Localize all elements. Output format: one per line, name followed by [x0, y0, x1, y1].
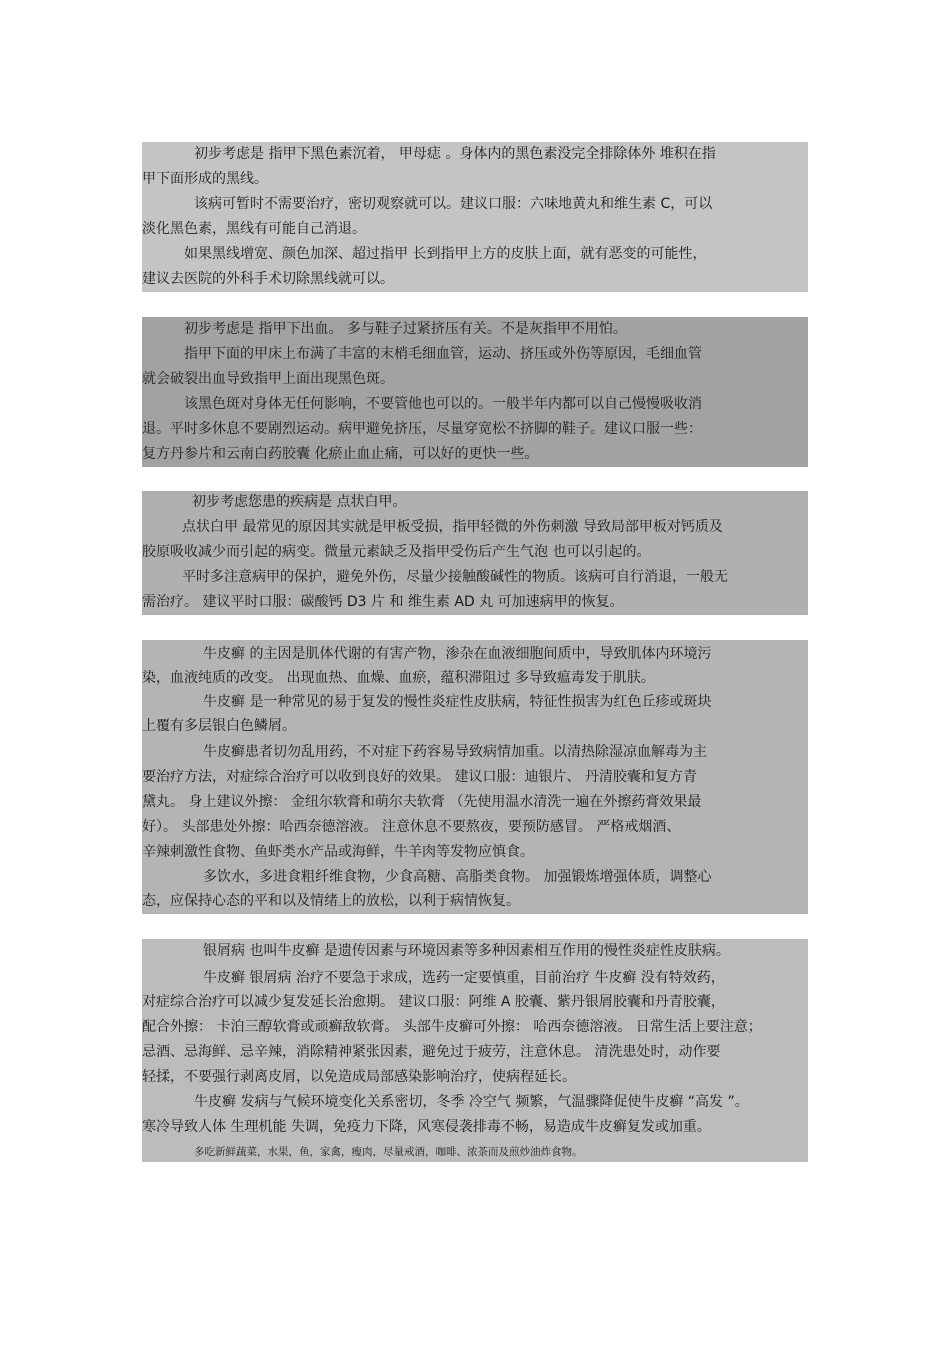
paragraph-line: 寒冷导致人体 生理机能 失调，免疫力下降，风寒侵袭排毒不畅，易造成牛皮癣复发或加重。: [142, 1119, 711, 1135]
text-block-psoriasis-causes: [142, 640, 808, 914]
paragraph-line: 上覆有多层银白色鳞屑。: [142, 718, 296, 734]
paragraph-line: 初步考虑您患的疾病是 点状白甲。: [192, 494, 407, 510]
paragraph-line: 银屑病 也叫牛皮癣 是遗传因素与环境因素等多种因素相互作用的慢性炎症性皮肤病。: [203, 943, 730, 959]
paragraph-line: 牛皮癣 银屑病 治疗不要急于求成，选药一定要慎重，目前治疗 牛皮癣 没有特效药，: [203, 970, 725, 986]
paragraph-line: 点状白甲 最常见的原因其实就是甲板受损，指甲轻微的外伤刺激 导致局部甲板对钙质及: [182, 519, 723, 535]
paragraph-line: 好）。 头部患处外擦：哈西奈德溶液。 注意休息不要熬夜，要预防感冒。 严格戒烟酒、: [142, 819, 681, 835]
paragraph-line: 牛皮癣 是一种常见的易于复发的慢性炎症性皮肤病，特征性损害为红色丘疹或斑块: [203, 694, 712, 710]
paragraph-line: 配合外擦： 卡泊三醇软膏或顽癣敌软膏。 头部牛皮癣可外擦： 哈西奈德溶液。 日常生活上要注意；: [142, 1019, 762, 1035]
paragraph-line: 胶原吸收减少而引起的病变。微量元素缺乏及指甲受伤后产生气泡 也可以引起的。: [142, 544, 651, 560]
paragraph-line: 就会破裂出血导致指甲上面出现黑色斑。: [142, 371, 394, 387]
paragraph-line: 牛皮癣 的主因是肌体代谢的有害产物，渗杂在血液细胞间质中，导致肌体内环境污: [203, 646, 712, 662]
paragraph-line: 复方丹参片和云南白药胶囊 化瘀止血止痛，可以好的更快一些。: [142, 446, 539, 462]
paragraph-line: 要治疗方法，对症综合治疗可以收到良好的效果。 建议口服：迪银片、 丹清胶囊和复方青: [142, 769, 697, 785]
paragraph-line: 黛丸。 身上建议外擦： 金纽尔软膏和萌尔夫软膏 （先使用温水清洗一遍在外擦药膏效果最: [142, 794, 702, 810]
paragraph-line: 初步考虑是 指甲下出血。 多与鞋子过紧挤压有关。不是灰指甲不用怕。: [184, 321, 627, 337]
paragraph-line: 态，应保持心态的平和以及情绪上的放松，以利于病情恢复。: [142, 893, 520, 909]
paragraph-line: 淡化黑色素，黑线有可能自己消退。: [142, 221, 366, 237]
paragraph-line: 辛辣刺激性食物、鱼虾类水产品或海鲜，牛羊肉等发物应慎食。: [142, 844, 534, 860]
paragraph-line: 指甲下面的甲床上布满了丰富的末梢毛细血管，运动、挤压或外伤等原因，毛细血管: [184, 346, 702, 362]
paragraph-line: 轻揉，不要强行剥离皮屑，以免造成局部感染影响治疗，使病程延长。: [142, 1069, 576, 1085]
text-block-psoriasis-treatment: [142, 939, 808, 1162]
paragraph-line: 该黑色斑对身体无任何影响，不要管他也可以的。一般半年内都可以自己慢慢吸收消: [184, 396, 702, 412]
paragraph-line: 该病可暂时不需要治疗，密切观察就可以。建议口服：六味地黄丸和维生素 C，可以: [194, 196, 713, 212]
paragraph-line: 如果黑线增宽、颜色加深、超过指甲 长到指甲上方的皮肤上面，就有恶变的可能性，: [184, 246, 707, 262]
paragraph-line: 建议去医院的外科手术切除黑线就可以。: [142, 271, 394, 287]
paragraph-line: 多吃新鲜蔬菜，水果，鱼，家禽，瘦肉，尽量戒酒，咖啡、浓茶而及煎炒油炸食物。: [194, 1146, 583, 1158]
paragraph-line: 牛皮癣 发病与气候环境变化关系密切，冬季 冷空气 频繁，气温骤降促使牛皮癣 “高发 ”。: [194, 1094, 749, 1110]
paragraph-line: 平时多注意病甲的保护，避免外伤，尽量少接触酸碱性的物质。该病可自行消退，一般无: [182, 569, 728, 585]
paragraph-line: 染，血液纯质的改变。 出现血热、血燥、血瘀，蕴积滞阻过 多导致瘟毒发于肌肤。: [142, 670, 655, 686]
paragraph-line: 退。平时多休息不要剧烈运动。病甲避免挤压，尽量穿宽松不挤脚的鞋子。建议口服一些：: [142, 421, 702, 437]
text-block-black-line-nail: [142, 142, 808, 292]
paragraph-line: 初步考虑是 指甲下黑色素沉着， 甲母痣 。身体内的黑色素没完全排除体外 堆积在指: [194, 146, 716, 162]
paragraph-line: 忌酒、忌海鲜、忌辛辣，消除精神紧张因素，避免过于疲劳，注意休息。 清洗患处时，动作要: [142, 1044, 721, 1060]
paragraph-line: 对症综合治疗可以减少复发延长治愈期。 建议口服：阿维 A 胶囊、紫丹银屑胶囊和丹青胶囊，: [142, 994, 725, 1010]
paragraph-line: 多饮水，多进食粗纤维食物，少食高糖、高脂类食物。 加强锻炼增强体质，调整心: [203, 869, 712, 885]
paragraph-line: 牛皮癣患者切勿乱用药，不对症下药容易导致病情加重。以清热除湿凉血解毒为主: [203, 744, 707, 760]
text-block-punctate-leukonychia: [142, 491, 808, 615]
paragraph-line: 甲下面形成的黑线。: [142, 171, 268, 187]
paragraph-line: 需治疗。 建议平时口服：碳酸钙 D3 片 和 维生素 AD 丸 可加速病甲的恢复。: [142, 594, 624, 610]
text-block-subungual-hemorrhage: [142, 317, 808, 467]
